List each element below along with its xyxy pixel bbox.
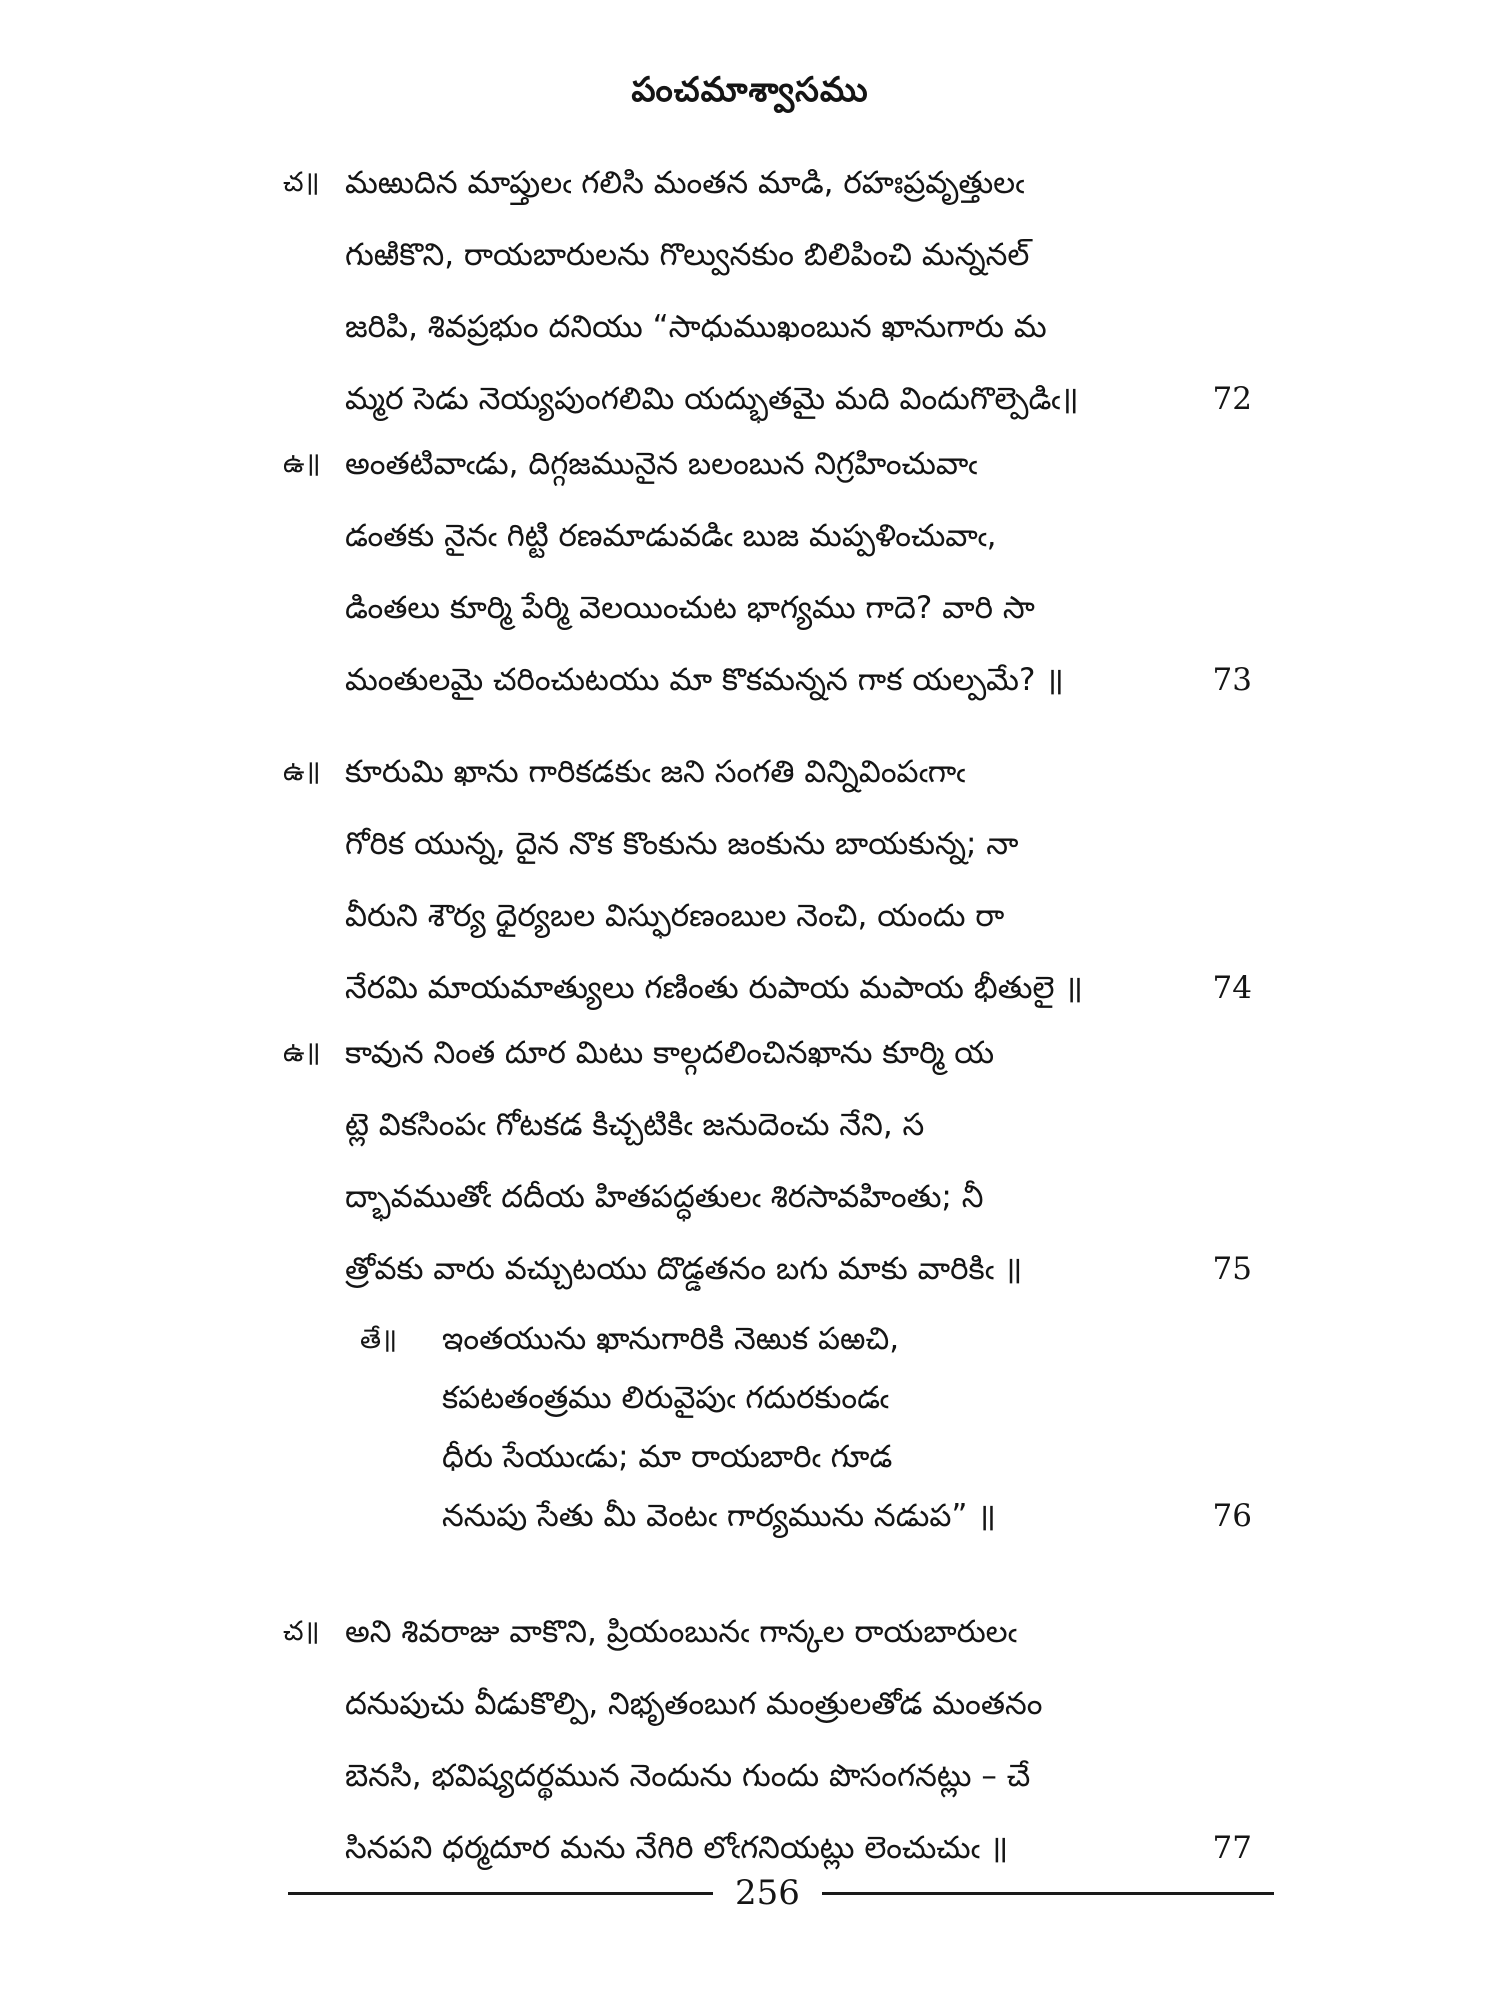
verse-number: 72 [1212,381,1252,417]
verse-line: డింతలు కూర్మి పేర్మి వెలయించుట భాగ్యము గాదె? వారి సా [345,590,1035,626]
meter-marker: తే॥ [360,1324,398,1355]
verse-number: 77 [1212,1830,1252,1866]
verse-line: మంతులమై చరించుటయు మా కొకమన్నన గాక యల్పమే? ॥ [345,662,1064,698]
verse-73 [283,428,1283,716]
verse-line: వీరుని శౌర్య ధైర్యబల విస్ఫురణంబుల నెంచి, యందు రా [345,898,1005,934]
verse-75 [283,1017,1283,1305]
verse-line: జరిపి, శివప్రభుం దనియు “సాధుముఖంబున ఖానుగారు మ [345,309,1047,345]
meter-marker: చ॥ [283,1616,320,1647]
verse-line: ట్లె వికసింపఁ గోటకడ కిచ్చటికిఁ జనుదెంచు నేని, స [345,1107,925,1143]
footer-rule-right [822,1892,1274,1895]
verse-76 [360,1310,1283,1546]
verse-line: గుఱికొని, రాయబారులను గొల్వునకుం బిలిపించి మన్ననల్ [345,237,1030,273]
meter-marker: ఉ॥ [283,756,321,787]
verse-line: కూరుమి ఖాను గారికడకుఁ జని సంగతి విన్నివింపఁగాఁ [345,754,966,790]
meter-marker: ఉ॥ [283,1037,321,1068]
verse-line: బెనసి, భవిష్యదర్థమున నెందును గుందు పొసంగనట్లు – చే [345,1758,1031,1794]
verse-line: ననుపు సేతు మీ వెంటఁ గార్యమును నడుప” ॥ [442,1498,996,1534]
page-title: పంచమాశ్వాసము [631,70,869,110]
verse-number: 73 [1212,662,1252,698]
verse-number: 74 [1212,970,1252,1006]
verse-line: సినపని ధర్మదూర మను నేగిరి లోఁగనియట్లు లెంచుచుఁ ॥ [345,1830,1009,1866]
verse-line: గోరిక యున్న, దైన నొక కొంకును జంకును బాయకున్న; నా [345,826,1019,862]
verse-line: కపటతంత్రము లిరువైపుఁ గదురకుండఁ [442,1380,889,1416]
verse-72 [283,147,1283,435]
verse-line: ధీరు సేయుఁడు; మా రాయబారిఁ గూడ [442,1439,893,1475]
verse-74 [283,736,1283,1024]
meter-marker: చ॥ [283,167,320,198]
verse-number: 76 [1212,1498,1252,1534]
verse-line: ద్భావముతోఁ దదీయ హితపద్ధతులఁ శిరసావహింతు; నీ [345,1179,984,1215]
verse-line: డంతకు నైనఁ గిట్టి రణమాడువడిఁ బుజ మప్పళించువాఁ, [345,518,997,554]
verse-line: మఱుదిన మాప్తులఁ గలిసి మంతన మాడి, రహఃప్రవృత్తులఁ [345,165,1025,201]
verse-line: అంతటివాఁడు, దిగ్గజమునైన బలంబున నిగ్రహించువాఁ [345,446,978,482]
verse-line: కావున నింత దూర మిటు కాల్గదలించినఖాను కూర్మి య [345,1035,995,1071]
verse-line: మ్మర సెడు నెయ్యపుంగలిమి యద్భుతమై మది విందుగొల్పెడిఁ॥ [345,381,1079,417]
footer-rule-left [288,1892,713,1895]
verse-line: దనుపుచు వీడుకొల్పి, నిభృతంబుగ మంత్రులతోడ మంతనం [345,1686,1043,1722]
verse-number: 75 [1212,1251,1252,1287]
verse-line: అని శివరాజు వాకొని, ప్రియంబునఁ గాన్కల రాయబారులఁ [345,1614,1017,1650]
verse-line: త్రోవకు వారు వచ్చుటయు దొడ్డతనం బగు మాకు వారికిఁ ॥ [345,1251,1023,1287]
verse-line: నేరమి మాయమాత్యులు గణింతు రుపాయ మపాయ భీతులై ॥ [345,970,1083,1006]
page-number: 256 [735,1873,800,1913]
meter-marker: ఉ॥ [283,448,321,479]
verse-line: ఇంతయును ఖానుగారికి నెఱుక పఱచి, [442,1321,900,1357]
verse-77 [283,1596,1283,1884]
